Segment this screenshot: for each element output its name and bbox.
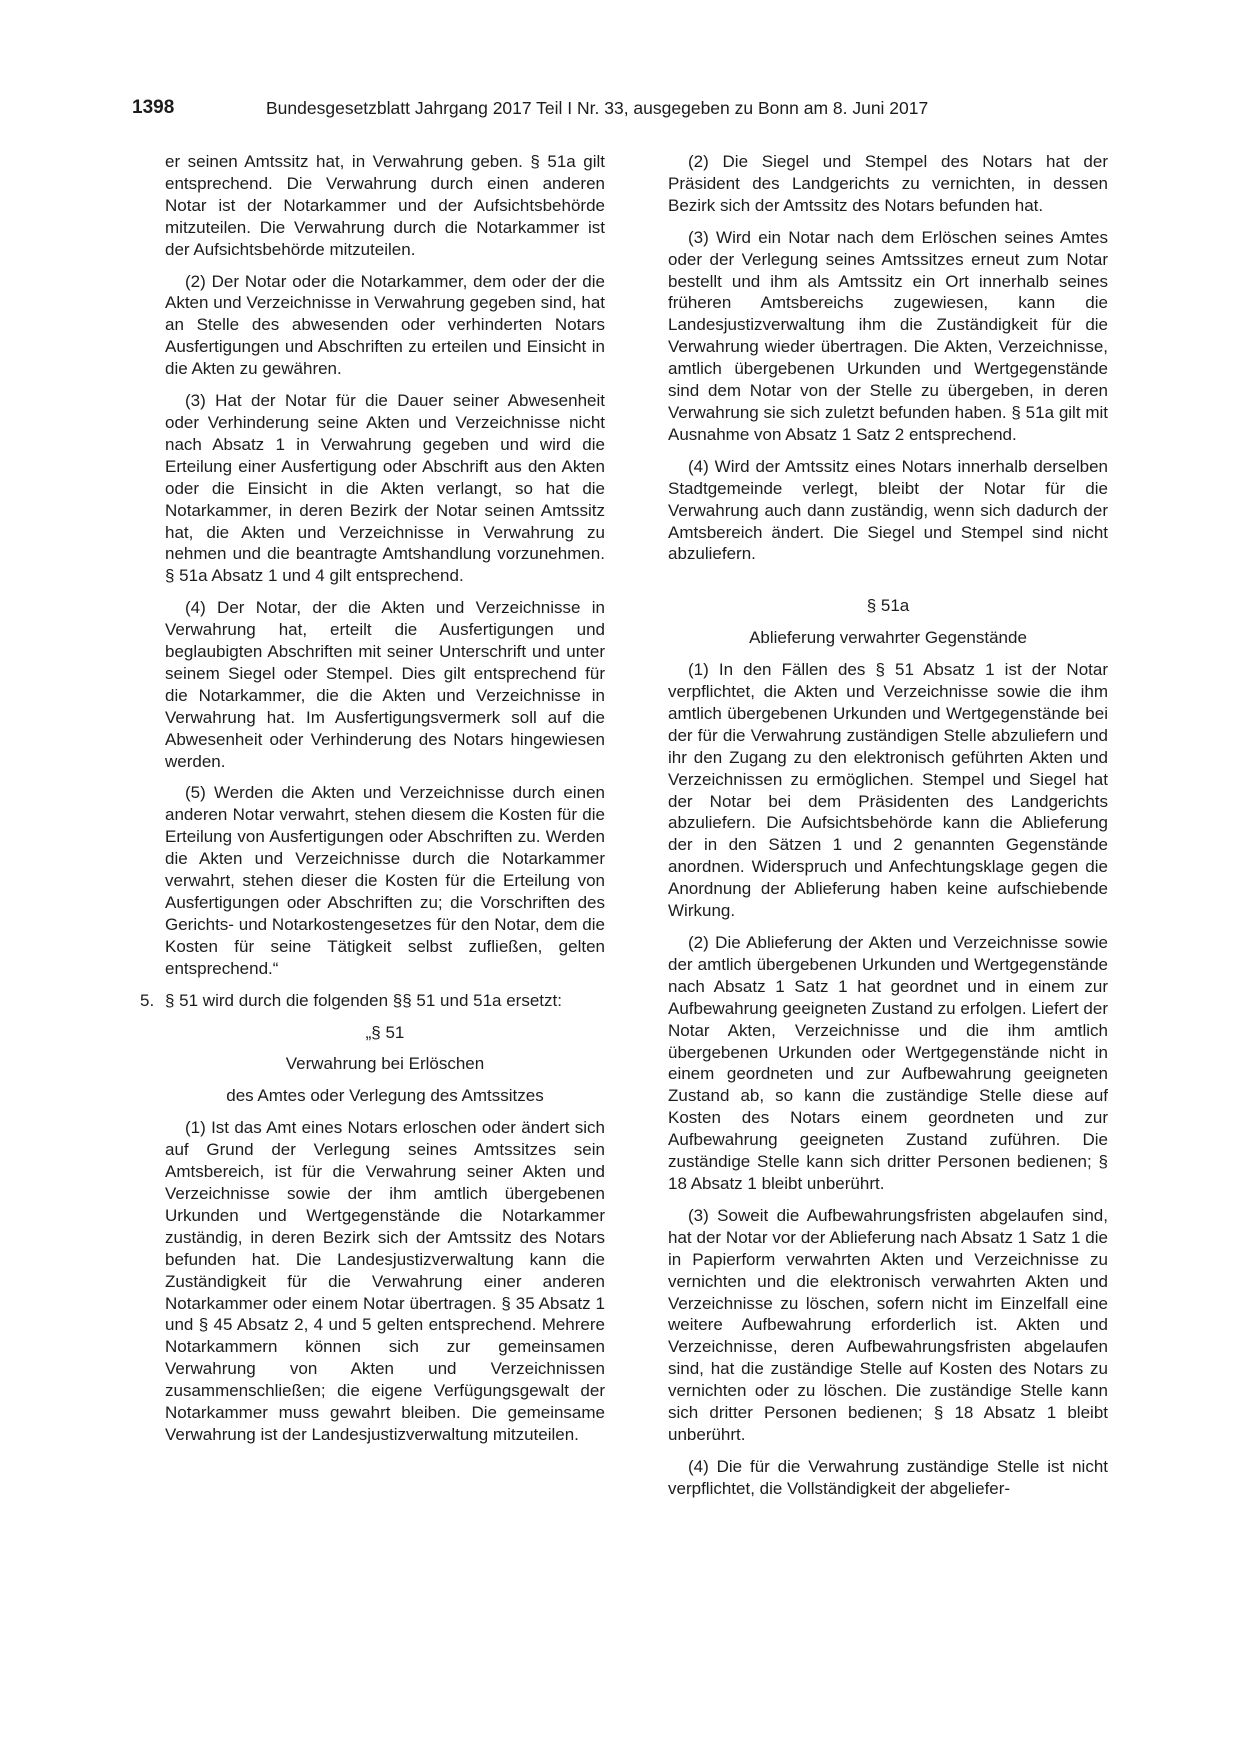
section-number: „§ 51 [365,1022,405,1042]
section-number: § 51a [866,596,910,616]
paragraph: (3) Hat der Notar für die Dauer seiner Abwesenheit oder Verhinderung seine Akten und Verzeichnisse nicht nach Absatz 1 in Verwahrung gegeben und wird die Erteilung einer Ausfertigung oder Abschrift aus den Akten oder die Einsicht in die Akten verlangt, so hat die Notarkammer, in deren Bezirk der Notar seinen Amtssitz hat, die Akten und Verzeichnisse in Verwahrung zu nehmen und die beantragte Amtshandlung vorzunehmen. § 51a Absatz 1 und 4 gilt entsprechend. [165,391,605,586]
page-number: 1398 [132,97,175,118]
journal-title: Bundesgesetzblatt Jahrgang 2017 Teil I Nr. 33, ausgegeben zu Bonn am 8. Juni 2017 [266,98,929,118]
item-text: § 51 wird durch die folgenden §§ 51 und 51a ersetzt: [165,990,562,1010]
paragraph: (2) Die Siegel und Stempel des Notars hat der Präsident des Landgerichts zu vernichten, in dessen Bezirk sich der Amtssitz des Notars befunden hat. [668,152,1108,215]
paragraph: (2) Die Ablieferung der Akten und Verzeichnisse sowie der amtlich übergebenen Urkunden und Wertgegenstände nach Absatz 1 Satz 1 hat geordnet und in einem zur Aufbewahrung geeigneten Zustand zu erfolgen. Liefert der Notar Akten, Verzeichnisse und die ihm amtlich übergebenen Urkunden oder Wertgegenstände nicht in einem geordneten und zur Aufbewahrung geeigneten Zustand ab, so kann die zuständige Stelle diese auf Kosten des Notars einem geordneten und zur Aufbewahrung geeigneten Zustand zuführen. Die zuständige Stelle kann sich dritter Personen bedienen; § 18 Absatz 1 bleibt unberührt. [668,933,1108,1193]
numbered-item [140,990,605,1012]
section-title: Ablieferung verwahrter Gegenstände [749,628,1027,648]
right-column [668,151,1108,1510]
section-title: Verwahrung bei Erlöschen [285,1054,485,1074]
left-column [140,151,605,1456]
paragraph: (1) Ist das Amt eines Notars erloschen oder ändert sich auf Grund der Verlegung seines Amtssitzes sein Amtsbereich, ist für die Verwahrung seiner Akten und Verzeichnisse sowie der ihm amtlich übergebenen Urkunden und Wertgegenstände die Notarkammer zuständig, in deren Bezirk sich der Amtssitz des Notars befunden hat. Die Landesjustizverwaltung kann die Zuständigkeit für die Verwahrung einer anderen Notarkammer oder einem Notar übertragen. § 35 Absatz 1 und § 45 Absatz 2, 4 und 5 gelten entsprechend. Mehrere Notarkammern können sich zur gemeinsamen Verwahrung von Akten und Verzeichnissen zusammenschließen; die eigene Verfügungsgewalt der Notarkammer muss gewahrt bleiben. Die gemeinsame Verwahrung ist der Landesjustizverwaltung mitzuteilen. [165,1118,605,1444]
paragraph: (4) Wird der Amtssitz eines Notars innerhalb derselben Stadtgemeinde verlegt, bleibt der Notar für die Verwahrung auch dann zuständig, wenn sich dadurch der Amtsbereich ändert. Die Siegel und Stempel sind nicht abzuliefern. [668,456,1108,564]
paragraph: (2) Der Notar oder die Notarkammer, dem oder der die Akten und Verzeichnisse in Verwahrung gegeben sind, hat an Stelle des abwesenden oder verhinderten Notars Ausfertigungen und Abschriften zu erteilen und Einsicht in die Akten zu gewähren. [165,271,605,379]
paragraph: (4) Der Notar, der die Akten und Verzeichnisse in Verwahrung hat, erteilt die Ausfertigungen und beglaubigten Abschriften mit seiner Unterschrift und unter seinem Siegel oder Stempel. Dies gilt entsprechend für die Notarkammer, die die Akten und Verzeichnisse in Verwahrung hat. Im Ausfertigungsvermerk soll auf die Abwesenheit oder Verhinderung des Notars hingewiesen werden. [165,598,605,771]
paragraph: (5) Werden die Akten und Verzeichnisse durch einen anderen Notar verwahrt, stehen diesem die Kosten für die Erteilung von Ausfertigungen oder Abschriften zu. Werden die Akten und Verzeichnisse durch die Notarkammer verwahrt, stehen dieser die Kosten für die Erteilung von Ausfertigungen oder Abschriften zu; die Vorschriften des Gerichts- und Notarkostengesetzes für den Notar, dem die Kosten für seine Tätigkeit selbst zufließen, gelten entsprechend.“ [165,783,605,978]
paragraph: (4) Die für die Verwahrung zuständige Stelle ist nicht verpflichtet, die Vollständigkeit der abgeliefer- [668,1456,1108,1498]
paragraph: (3) Wird ein Notar nach dem Erlöschen seines Amtes oder der Verlegung seines Amtssitzes erneut zum Notar bestellt und ihm als Amtssitz ein Ort innerhalb seines früheren Amtsbereichs zugewiesen, kann die Landesjustizverwaltung ihm die Zuständigkeit für die Verwahrung wieder übertragen. Die Akten, Verzeichnisse, amtlich übergebenen Urkunden und Wertgegenstände sind dem Notar von der Stelle zu übergeben, in deren Verwahrung sie sich zuletzt befunden haben. § 51a gilt mit Ausnahme von Absatz 1 Satz 2 entsprechend. [668,227,1108,444]
paragraph: (1) In den Fällen des § 51 Absatz 1 ist der Notar verpflichtet, die Akten und Verzeichnisse sowie die ihm amtlich übergebenen Urkunden und Wertgegenstände bei der für die Verwahrung zuständigen Stelle abzuliefern und ihr den Zugang zu den elektronisch geführten Akten und Verzeichnissen zu ermöglichen. Stempel und Siegel hat der Notar bei dem Präsidenten des Landgerichts abzuliefern. Die Aufsichtsbehörde kann die Ablieferung der in den Sätzen 1 und 2 genannten Gegenstände anordnen. Widerspruch und Anfechtungsklage gegen die Anordnung der Ablieferung haben keine aufschiebende Wirkung. [668,660,1108,921]
item-number: 5. [140,990,155,1010]
paragraph: (3) Soweit die Aufbewahrungsfristen abgelaufen sind, hat der Notar vor der Ablieferung nach Absatz 1 Satz 1 die in Papierform verwahrten Akten und Verzeichnisse zu vernichten und die elektronisch verwahrten Akten und Verzeichnisse zu löschen, sofern nicht im Einzelfall eine weitere Aufbewahrung erforderlich ist. Akten und Verzeichnisse, deren Aufbewahrungsfristen abgelaufen sind, hat die zuständige Stelle auf Kosten des Notars zu vernichten oder zu löschen. Die zuständige Stelle kann sich dritter Personen bedienen; § 18 Absatz 1 bleibt unberührt. [668,1205,1108,1444]
paragraph: er seinen Amtssitz hat, in Verwahrung geben. § 51a gilt entsprechend. Die Verwahrung durch einen anderen Notar ist der Notarkammer und der Aufsichtsbehörde mitzuteilen. Die Verwahrung durch die Notarkammer ist der Aufsichtsbehörde mitzuteilen. [165,152,605,259]
section-title: des Amtes oder Verlegung des Amtssitzes [226,1086,544,1106]
running-header [132,97,1112,127]
